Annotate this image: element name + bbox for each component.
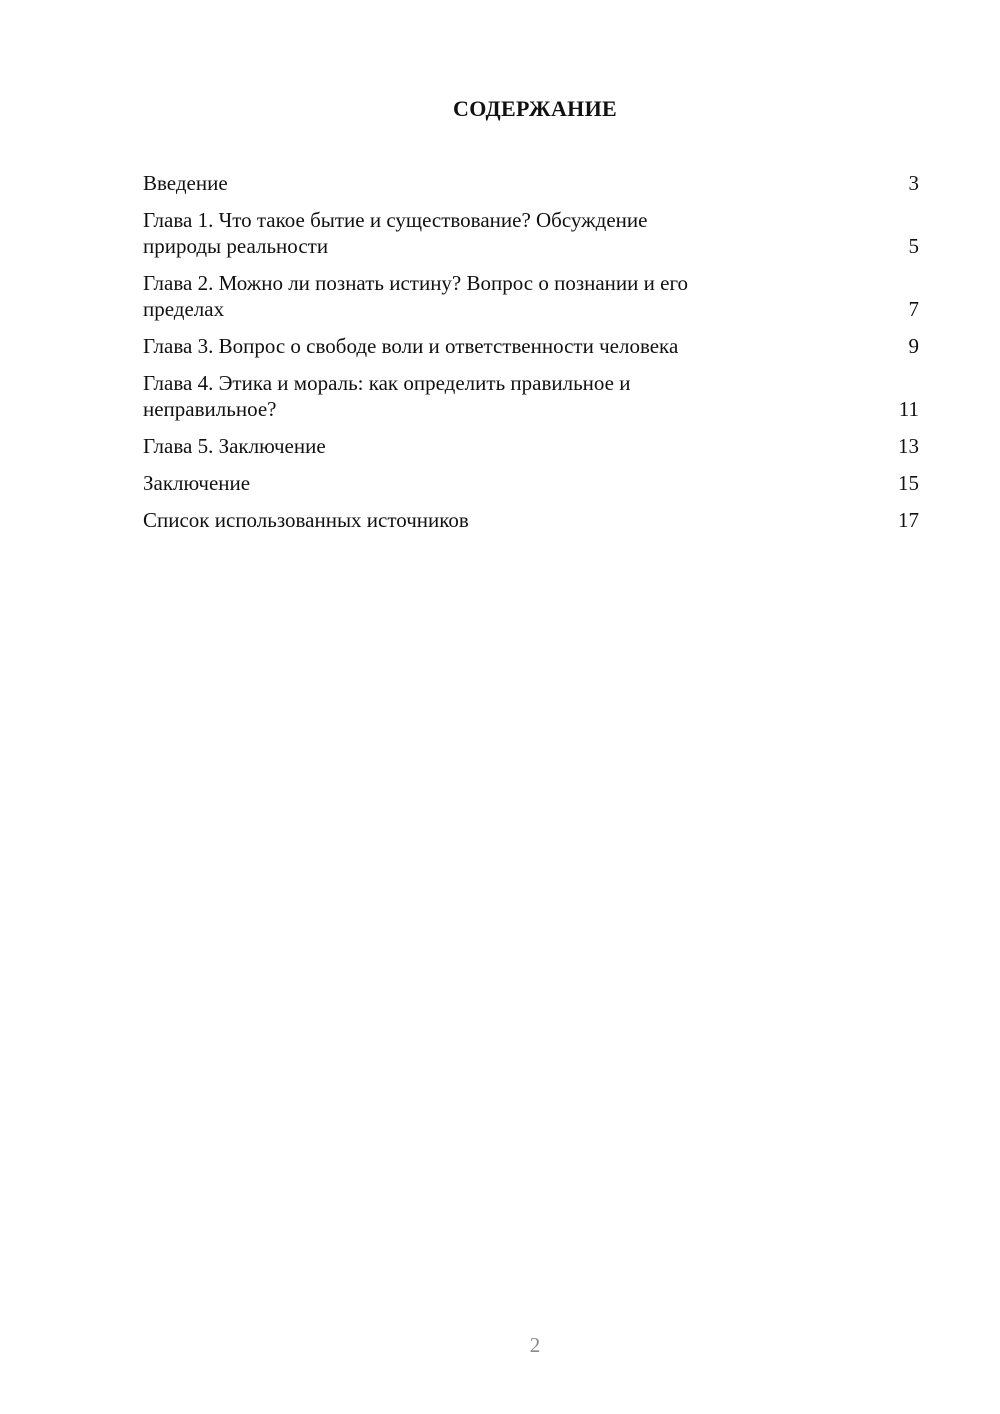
toc-entry-line: Глава 3. Вопрос о свободе воли и ответственности человека [143, 334, 679, 358]
table-of-contents [143, 170, 919, 544]
toc-entry-text [143, 170, 228, 196]
toc-entry-chapter-3 [143, 333, 919, 359]
toc-entry-page-number: 7 [908, 297, 919, 321]
toc-entry-page-number: 11 [898, 397, 919, 421]
toc-entry-text [143, 207, 647, 259]
toc-entry-page-number: 17 [898, 508, 919, 532]
toc-entry-line: неправильное? [143, 397, 277, 421]
toc-entry-line: Глава 1. Что такое бытие и существование? Обсуждение [143, 208, 648, 232]
toc-entry-page-number: 5 [908, 234, 919, 258]
toc-entry-text [143, 470, 250, 496]
toc-entry-line: Введение [143, 171, 228, 195]
toc-entry-page-number: 13 [898, 434, 919, 458]
toc-entry-line: Глава 4. Этика и мораль: как определить правильное и [143, 371, 631, 395]
toc-entry-page-number: 3 [908, 171, 919, 195]
toc-entry-references [143, 507, 919, 533]
toc-entry-line: природы реальности [143, 234, 329, 258]
toc-entry-text [143, 270, 688, 322]
toc-entry-line: Глава 2. Можно ли познать истину? Вопрос о познании и его [143, 271, 689, 295]
toc-entry-line: Глава 5. Заключение [143, 434, 326, 458]
toc-entry-text [143, 333, 678, 359]
toc-entry-page-number: 9 [908, 334, 919, 358]
toc-entry-page-number: 15 [898, 471, 919, 495]
toc-entry-conclusion [143, 470, 919, 496]
toc-entry-chapter-4 [143, 370, 919, 422]
toc-entry-line: Заключение [143, 471, 251, 495]
toc-entry-introduction [143, 170, 919, 196]
toc-entry-chapter-2 [143, 270, 919, 322]
toc-entry-chapter-1 [143, 207, 919, 259]
toc-entry-text [143, 507, 469, 533]
toc-entry-line: пределах [143, 297, 225, 321]
toc-entry-text [143, 370, 630, 422]
toc-entry-text [143, 433, 326, 459]
toc-entry-line: Список использованных источников [143, 508, 469, 532]
page-number: 2 [529, 1333, 541, 1357]
toc-title: СОДЕРЖАНИЕ [453, 96, 617, 121]
toc-entry-chapter-5 [143, 433, 919, 459]
